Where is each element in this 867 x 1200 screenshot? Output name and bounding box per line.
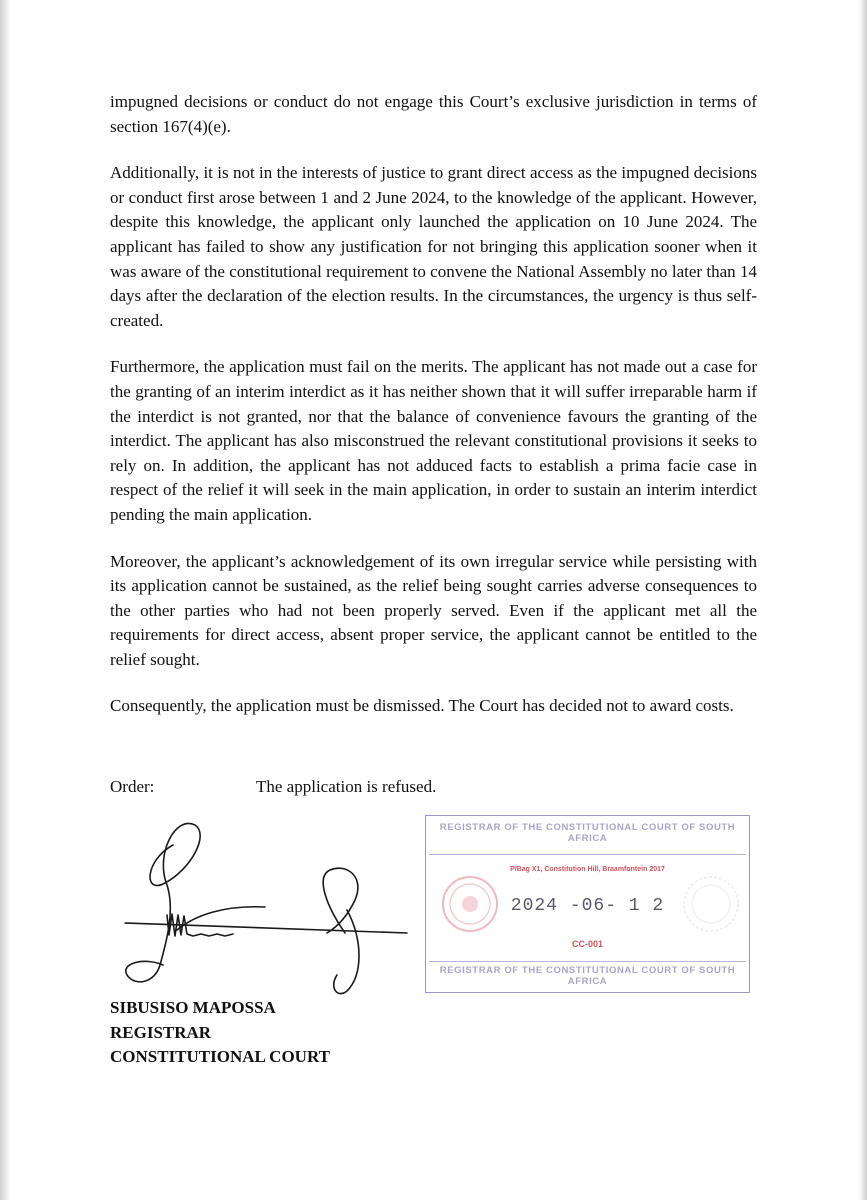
stamp-top-rule — [429, 854, 746, 855]
order-text: The application is refused. — [256, 777, 437, 796]
page-left-edge-shadow — [0, 0, 11, 1200]
paragraph-conclusion: Consequently, the application must be dismissed. The Court has decided not to award costs. — [110, 696, 734, 716]
paragraph-merits: Furthermore, the application must fail on the merits. The applicant has not made out a case for the granting of an interim interdict as it has neither shown that it will suffer irreparable harm if the interdict is not granted, nor that the balance of convenience favours the granting of the interdict. The applicant has also misconstrued the relevant constitutional provisions it seeks to rely on. In addition, the applicant has not adduced facts to establish a prima facie case in respect of the relief it will seek in the main application, in order to sustain an interim interdict pending the main application. — [110, 357, 757, 524]
order-line — [110, 777, 757, 801]
stamp-footer: REGISTRAR OF THE CONSTITUTIONAL COURT OF SOUTH AFRICA — [439, 965, 736, 987]
registrar-stamp — [425, 815, 750, 993]
stamp-header: REGISTRAR OF THE CONSTITUTIONAL COURT OF SOUTH AFRICA — [439, 822, 736, 844]
stamp-address: P/Bag X1, Constitution Hill, Braamfontein 2017 — [510, 866, 665, 873]
stamp-date: 2024 -06- 1 2 — [510, 896, 665, 916]
paragraph-jurisdiction: impugned decisions or conduct do not engage this Court’s exclusive jurisdiction in terms of section 167(4)(e). — [110, 92, 757, 136]
signatory-title: REGISTRAR — [110, 1022, 212, 1042]
signatory-name: SIBUSISO MAPOSSA — [110, 998, 276, 1017]
paragraph-irregular-service: Moreover, the applicant’s acknowledgement of its own irregular service while persisting with its application cannot be sustained, as the relief being sought carries adverse consequences to the other parties who had not been properly served. Even if the applicant met all the requirements for direct access, absent proper service, the applicant cannot be entitled to the relief sought. — [110, 551, 757, 669]
signature-drawing — [115, 815, 415, 995]
paragraph-direct-access: Additionally, it is not in the interests of justice to grant direct access as the impugned decisions or conduct first arose between 1 and 2 June 2024, to the knowledge of the applicant. However, despite this knowledge, the applicant only launched the application on 10 June 2024. The applicant has failed to show any justification for not bringing this application sooner when it was aware of the constitutional requirement to convene the National Assembly no later than 14 days after the declaration of the election results. In the circumstances, the urgency is thus self-created. — [110, 163, 757, 330]
order-label: Order: — [110, 777, 155, 796]
court-seal-right — [681, 874, 741, 934]
handwritten-signature — [115, 815, 415, 995]
signatory-office: CONSTITUTIONAL COURT — [110, 1047, 330, 1067]
seal-right-drawing — [681, 874, 741, 934]
document-body — [110, 90, 757, 741]
signatory-block — [110, 996, 330, 1070]
stamp-code: CC-001 — [571, 939, 603, 949]
stamp-bottom-rule — [429, 961, 746, 962]
page-right-edge-shadow — [858, 0, 867, 1200]
